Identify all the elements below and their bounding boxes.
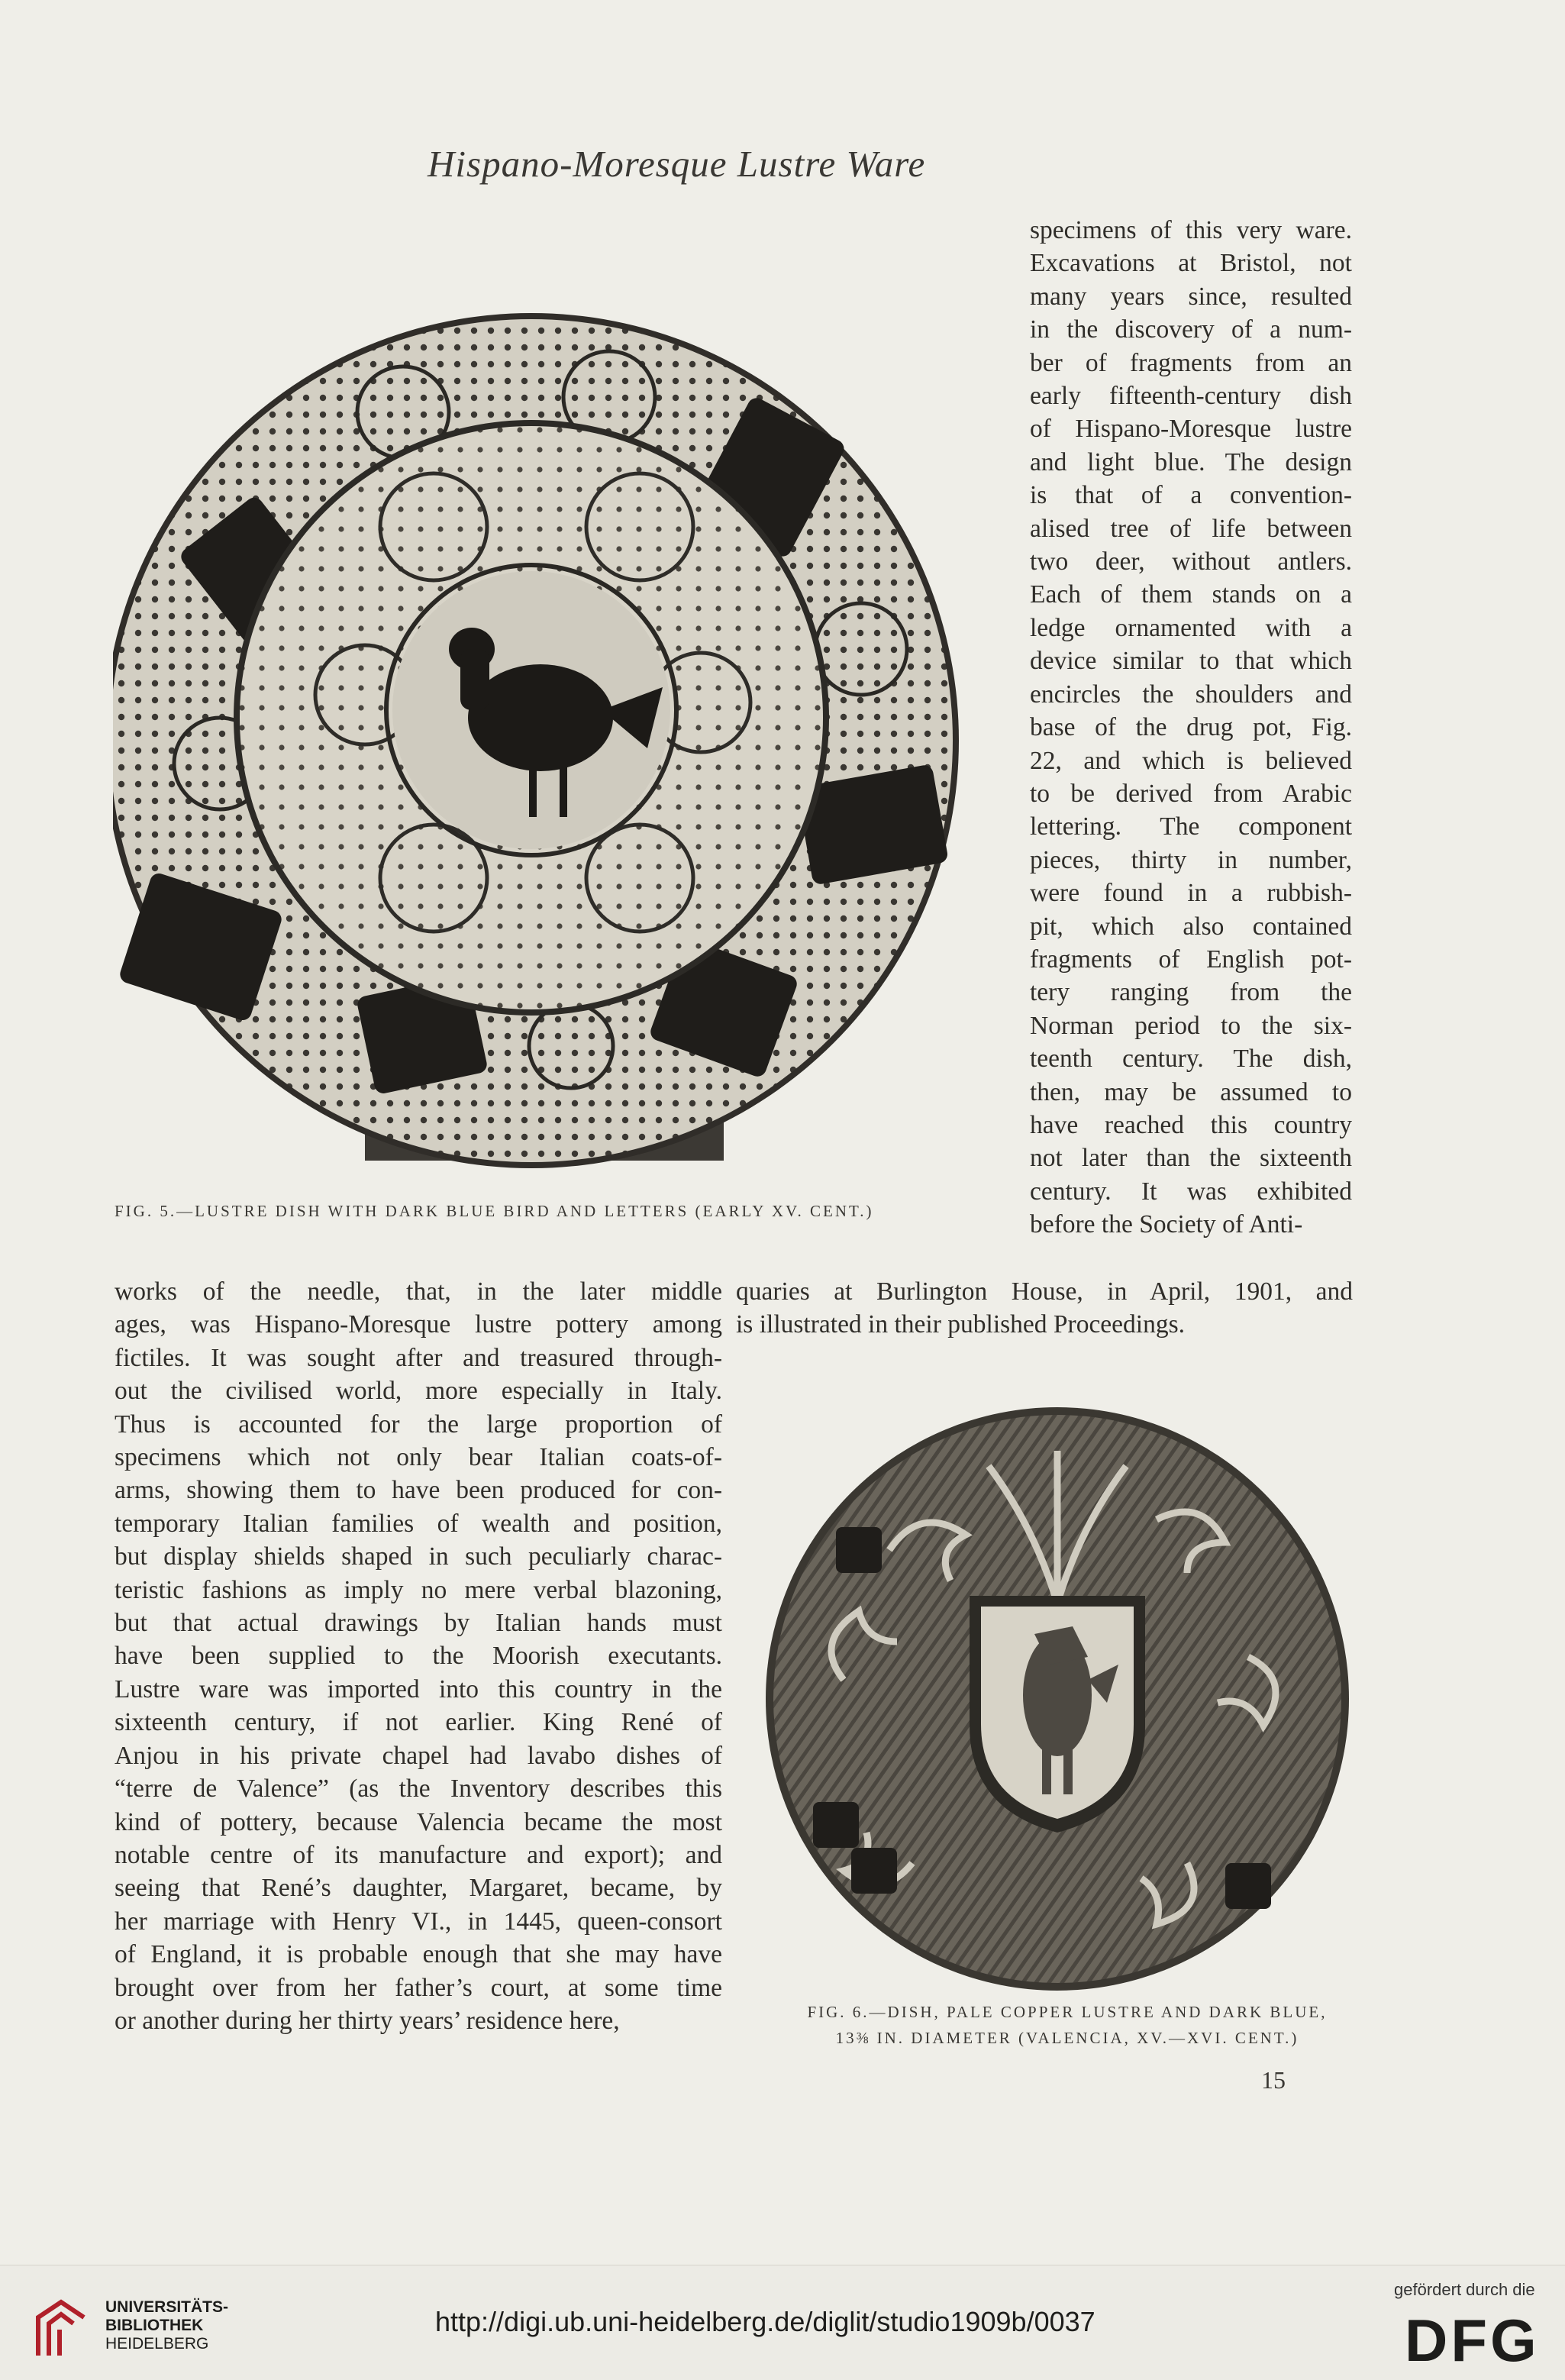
text-line: century. It was exhibited <box>1030 1177 1352 1206</box>
running-head: Hispano-Moresque Lustre Ware <box>428 143 926 185</box>
page-number: 15 <box>1261 2066 1286 2094</box>
text-line: before the Society of Anti- <box>1030 1210 1303 1239</box>
funded-by-label: gefördert durch die <box>1394 2280 1535 2299</box>
text-line: were found in a rubbish- <box>1030 879 1352 908</box>
text-line: Thus is accounted for the large proportion of <box>115 1410 722 1439</box>
text-line: her marriage with Henry VI., in 1445, queen-consort <box>115 1907 722 1936</box>
fig6-dish-image <box>760 1405 1355 1993</box>
library-name-line1: UNIVERSITÄTS- <box>105 2298 229 2316</box>
text-line: ber of fragments from an <box>1030 348 1352 377</box>
right-column-lower <box>736 1275 1353 1342</box>
text-line: quaries at Burlington House, in April, 1901, and <box>736 1277 1353 1306</box>
text-line: to be derived from Arabic <box>1030 779 1352 808</box>
text-line: then, may be assumed to <box>1030 1077 1352 1106</box>
library-name-line3: HEIDELBERG <box>105 2335 209 2353</box>
permalink-url[interactable]: http://digi.ub.uni-heidelberg.de/diglit/studio1909b/0037 <box>435 2306 1096 2337</box>
fig6-caption-line2: 13⅜ IN. DIAMETER (VALENCIA, XV.—XVI. CENT.) <box>835 2029 1299 2047</box>
text-line: teenth century. The dish, <box>1030 1045 1352 1074</box>
dfg-logo[interactable]: DFG <box>1405 2307 1540 2374</box>
text-line: specimens of this very ware. <box>1030 216 1352 244</box>
text-line: is illustrated in their published Proceedings. <box>736 1310 1186 1339</box>
text-line: sixteenth century, if not earlier. King René of <box>115 1708 722 1737</box>
text-line: 22, and which is believed <box>1030 746 1352 775</box>
text-line: Excavations at Bristol, not <box>1030 249 1352 278</box>
text-line: device similar to that which <box>1030 647 1352 676</box>
text-line: Lustre ware was imported into this country in the <box>115 1674 722 1703</box>
text-line: of Hispano-Moresque lustre <box>1030 415 1352 444</box>
text-line: of England, it is probable enough that she may have <box>115 1940 722 1969</box>
text-line: works of the needle, that, in the later middle <box>115 1277 722 1306</box>
text-line: is that of a convention- <box>1030 481 1352 510</box>
text-line: but that actual drawings by Italian hands must <box>115 1609 722 1638</box>
text-line: seeing that René’s daughter, Margaret, became, by <box>115 1874 722 1903</box>
fig6-caption <box>777 1999 1357 2051</box>
text-line: kind of pottery, because Valencia became the most <box>115 1807 722 1836</box>
text-line: tery ranging from the <box>1030 978 1352 1007</box>
library-name-line2: BIBLIOTHEK <box>105 2317 204 2334</box>
left-column <box>115 1275 722 2037</box>
text-line: Anjou in his private chapel had lavabo dishes of <box>115 1741 722 1770</box>
fig5-caption: FIG. 5.—LUSTRE DISH WITH DARK BLUE BIRD AND LETTERS (EARLY XV. CENT.) <box>115 1202 874 1220</box>
fig6-caption-line1: FIG. 6.—DISH, PALE COPPER LUSTRE AND DARK BLUE, <box>807 2003 1328 2021</box>
text-line: or another during her thirty years’ residence here, <box>115 2006 620 2035</box>
text-line: Norman period to the six- <box>1030 1011 1352 1040</box>
text-line: not later than the sixteenth <box>1030 1144 1352 1173</box>
text-line: lettering. The component <box>1030 812 1352 841</box>
text-line: fictiles. It was sought after and treasured through- <box>115 1343 722 1372</box>
text-line: many years since, resulted <box>1030 282 1352 311</box>
text-line: brought over from her father’s court, at some time <box>115 1973 722 2002</box>
text-line: pieces, thirty in number, <box>1030 845 1352 874</box>
library-name <box>105 2298 228 2353</box>
fig5-lustre-dish-image <box>113 221 968 1176</box>
text-line: arms, showing them to have been produced for con- <box>115 1476 722 1505</box>
text-line: early fifteenth-century dish <box>1030 382 1352 411</box>
text-line: teristic fashions as imply no mere verbal blazoning, <box>115 1575 722 1604</box>
text-line: ledge ornamented with a <box>1030 613 1352 642</box>
text-line: alised tree of life between <box>1030 514 1352 543</box>
university-library-logo-icon[interactable] <box>31 2294 92 2363</box>
text-line: base of the drug pot, Fig. <box>1030 713 1352 742</box>
text-line: notable centre of its manufacture and export); and <box>115 1840 722 1869</box>
text-line: fragments of English pot- <box>1030 945 1352 974</box>
text-line: in the discovery of a num- <box>1030 315 1352 344</box>
text-line: and light blue. The design <box>1030 447 1352 476</box>
text-line: ages, was Hispano-Moresque lustre pottery among <box>115 1310 722 1339</box>
text-line: Each of them stands on a <box>1030 580 1352 609</box>
text-line: specimens which not only bear Italian coats-of- <box>115 1443 722 1472</box>
text-line: encircles the shoulders and <box>1030 680 1352 709</box>
text-line: two deer, without antlers. <box>1030 547 1352 576</box>
text-line: but display shields shaped in such peculiarly charac- <box>115 1542 722 1571</box>
text-line: out the civilised world, more especially in Italy. <box>115 1377 722 1406</box>
text-line: “terre de Valence” (as the Inventory describes this <box>115 1775 722 1804</box>
text-line: temporary Italian families of wealth and position, <box>115 1509 722 1538</box>
text-line: pit, which also contained <box>1030 912 1352 941</box>
text-line: have been supplied to the Moorish executants. <box>115 1642 722 1671</box>
text-line: have reached this country <box>1030 1110 1352 1139</box>
right-column-upper <box>1030 214 1352 1242</box>
